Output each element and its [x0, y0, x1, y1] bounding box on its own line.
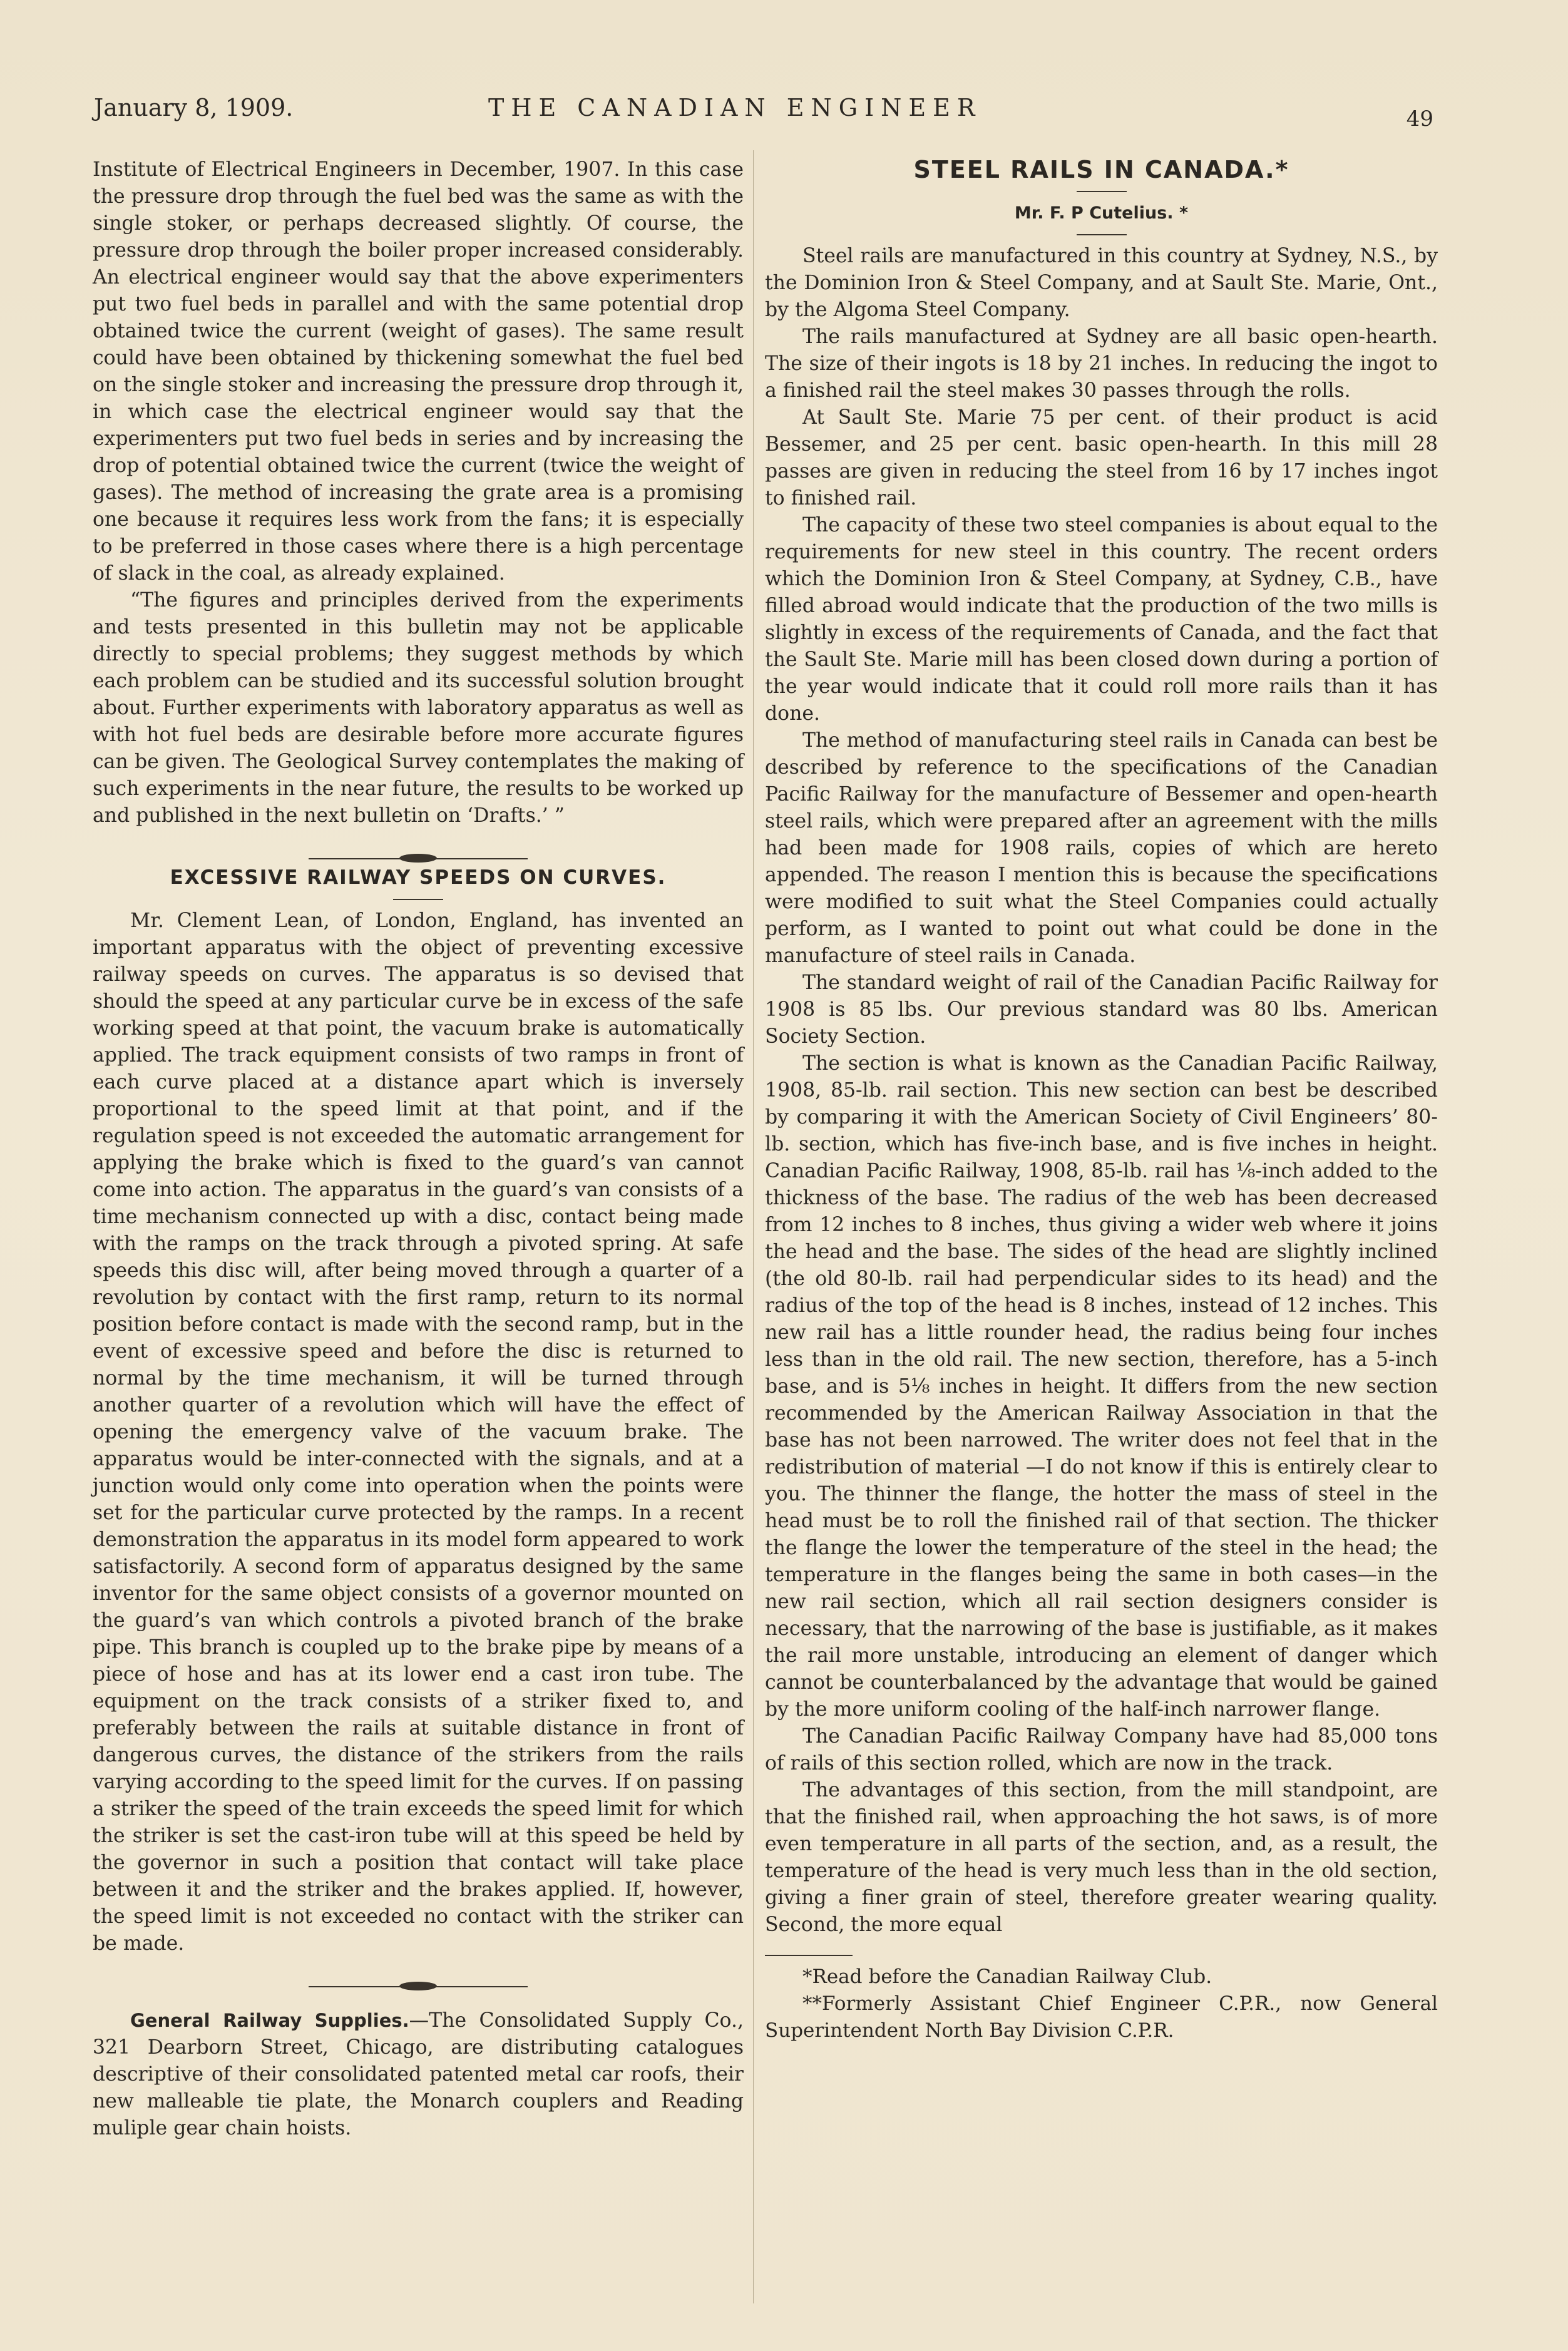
- steel-paragraph-6: The standard weight of rail of the Canadian Pacific Railway for 1908 is 85 lbs. Our previous standard was 80 lbs. American Society Section.: [765, 971, 1438, 1048]
- author-byline: Mr. F. P Cutelius. *: [1014, 203, 1189, 223]
- steel-paragraph-7: The section is what is known as the Canadian Pacific Railway, 1908, 85-lb. rail section. This new section can best be described by comparing it with the American Society of Civil Engineers’ 80-lb. section, which has five-inch base, and is five inches in height. Canadian Pacific Railway, 1908, 85-lb. rail has ⅛-inch added to the thickness of the base. The radius of the web has been decreased from 12 inches to 8 inches, thus giving a wider web where it joins the head and the base. The sides of the head are slightly inclined (the old 80-lb. rail had perpendicular sides to its head) and the radius of the top of the head is 8 inches, instead of 12 inches. This new rail has a little rounder head, the radius being four inches less than in the old rail. The new section, therefore, has a 5-inch base, and is 5⅛ inches in height. It differs from the new section recommended by the American Railway Association in that the base has not been narrowed. The writer does not feel that in the redistribution of material —I do not know if this is entirely clear to you. The thinner the flange, the hotter the mass of steel in the head must be to roll the finished rail of that section. The thicker the flange the lower the temperature of the steel in the head; the temperature in the flanges being the same in both cases—in the new rail section, which all rail section designers consider is necessary, that the narrowing of the base is justifiable, as it makes the rail more unstable, introducing an element of danger which cannot be counterbalanced by the advantage that would be gained by the more uniform cooling of the half-inch narrower flange.: [765, 1052, 1438, 1721]
- right-column: [765, 156, 1438, 2044]
- publication-title: THE CANADIAN ENGINEER: [488, 94, 982, 121]
- bulletin-quote-paragraph: “The figures and principles derived from the experiments and tests presented in this bulletin may not be applicable directly to special problems; they suggest methods by which each problem can be studied and its successful solution brought about. Further experiments with laboratory apparatus as well as with hot fuel beds are desirable before more accurate figures can be given. The Geological Survey contemplates the making of such experiments in the near future, the results to be worked up and published in the next bulletin on ‘Drafts.’ ”: [93, 589, 744, 827]
- railway-supplies-lead: General Railway Supplies.: [130, 2010, 409, 2031]
- railway-supplies-paragraph: [93, 2007, 744, 2142]
- left-column: [93, 156, 744, 2142]
- section-ornament: [93, 852, 744, 864]
- byline-rule: [1077, 234, 1127, 235]
- steel-paragraph-3: At Sault Ste. Marie 75 per cent. of their product is acid Bessemer, and 25 per cent. basic open-hearth. In this mill 28 passes are given in reducing the steel from 16 by 17 inches ingot to finished rail.: [765, 406, 1438, 510]
- steel-paragraph-1: Steel rails are manufactured in this country at Sydney, N.S., by the Dominion Iron & Steel Company, and at Sault Ste. Marie, Ont., by the Algoma Steel Company.: [765, 245, 1438, 321]
- heading-rule: [393, 899, 443, 900]
- steel-paragraph-8: The Canadian Pacific Railway Company have had 85,000 tons of rails of this section rolled, which are now in the track.: [765, 1725, 1438, 1775]
- steel-paragraph-4: The capacity of these two steel companies is about equal to the requirements for new steel in this country. The recent orders which the Dominion Iron & Steel Company, at Sydney, C.B., have filled abroad would indicate that the production of the two mills is slightly in excess of the requirements of Canada, and the fact that the Sault Ste. Marie mill has been closed down during a portion of the year would indicate that it could roll more rails than it has done.: [765, 514, 1438, 725]
- steel-paragraph-9: The advantages of this section, from the mill standpoint, are that the finished rail, when approaching the hot saws, is of more even temperature in all parts of the section, and, as a result, the temperature of the head is very much less than in the old section, giving a finer grain of steel, therefore greater wearing quality. Second, the more equal: [765, 1779, 1438, 1936]
- column-divider: [753, 150, 754, 2303]
- footnote-2: **Formerly Assistant Chief Engineer C.P.R., now General Superintendent North Bay Division C.P.R.: [765, 1992, 1438, 2042]
- lean-apparatus-paragraph: Mr. Clement Lean, of London, England, has invented an important apparatus with the object of preventing excessive railway speeds on curves. The apparatus is so devised that should the speed at any particular curve be in excess of the safe working speed at that point, the vacuum brake is automatically applied. The track equipment consists of two ramps in front of each curve placed at a distance apart which is inversely proportional to the speed limit at that point, and if the regulation speed is not exceeded the automatic arrangement for applying the brake which is fixed to the guard’s van cannot come into action. The apparatus in the guard’s van consists of a time mechanism connected up with a disc, contact being made with the ramps on the track through a pivoted spring. At safe speeds this disc will, after being moved through a quarter of a revolution by contact with the first ramp, return to its normal position before contact is made with the second ramp, but in the event of excessive speed and before the disc is returned to normal by the time mechanism, it will be turned through another quarter of a revolution which will have the effect of opening the emergency valve of the vacuum brake. The apparatus would be inter-connected with the signals, and at a junction would only come into operation when the points were set for the particular curve protected by the ramps. In a recent demonstration the apparatus in its model form appeared to work satisfactorily. A second form of apparatus designed by the same inventor for the same object consists of a governor mounted on the guard’s van which controls a pivoted branch of the brake pipe. This branch is coupled up to the brake pipe by means of a piece of hose and has at its lower end a cast iron tube. The equipment on the track consists of a striker fixed to, and preferably between the rails at suitable distance in front of dangerous curves, the distance of the strikers from the rails varying according to the speed limit for the curves. If on passing a striker the speed of the train exceeds the speed limit for which the striker is set the cast-iron tube will at this speed be held by the governor in such a position that contact will take place between it and the striker and the brakes applied. If, however, the speed limit is not exceeded no contact with the striker can be made.: [93, 909, 744, 1955]
- heading-rule: [1077, 191, 1127, 192]
- running-header: [94, 88, 1433, 131]
- page-number: 49: [1406, 106, 1433, 131]
- section-ornament: [93, 1980, 744, 1992]
- article-heading-steel-rails: STEEL RAILS IN CANADA.*: [913, 156, 1289, 183]
- railway-supplies-text: —The Consolidated Supply Co., 321 Dearborn Street, Chicago, are distributing catalogues descriptive of their consolidated patented metal car roofs, their new malleable tie plate, the Monarch couplers and Reading muliple gear chain hoists.: [93, 2009, 744, 2139]
- steel-paragraph-2: The rails manufactured at Sydney are all basic open-hearth. The size of their ingots is 18 by 21 inches. In reducing the ingot to a finished rail the steel makes 30 passes through the rolls.: [765, 325, 1438, 402]
- article-heading-excessive-speeds: EXCESSIVE RAILWAY SPEEDS ON CURVES.: [170, 866, 667, 889]
- issue-date: January 8, 1909.: [94, 94, 294, 121]
- steel-paragraph-5: The method of manufacturing steel rails in Canada can best be described by reference to the specifications of the Canadian Pacific Railway for the manufacture of Bessemer and open-hearth steel rails, which were prepared after an agreement with the mills had been made for 1908 rails, copies of which are hereto appended. The reason I mention this is because the specifications were modified to suit what the Steel Companies could actually perform, as I wanted to point out what could be done in the manufacture of steel rails in Canada.: [765, 729, 1438, 967]
- boiler-paragraph-continued: Institute of Electrical Engineers in December, 1907. In this case the pressure drop through the fuel bed was the same as with the single stoker, or perhaps decreased slightly. Of course, the pressure drop through the boiler proper increased considerably. An electrical engineer would say that the above experimenters put two fuel beds in parallel and with the same potential drop obtained twice the current (weight of gases). The same result could have been obtained by thickening somewhat the fuel bed on the single stoker and increasing the pressure drop through it, in which case the electrical engineer would say that the experimenters put two fuel beds in series and by increasing the drop of potential obtained twice the current (twice the weight of gases). The method of increasing the grate area is a promising one because it requires less work from the fans; it is especially to be preferred in those cases where there is a high percentage of slack in the coal, as already explained.: [93, 158, 744, 585]
- footnote-1: *Read before the Canadian Railway Club.: [802, 1965, 1212, 1988]
- footnote-rule: [765, 1955, 853, 1956]
